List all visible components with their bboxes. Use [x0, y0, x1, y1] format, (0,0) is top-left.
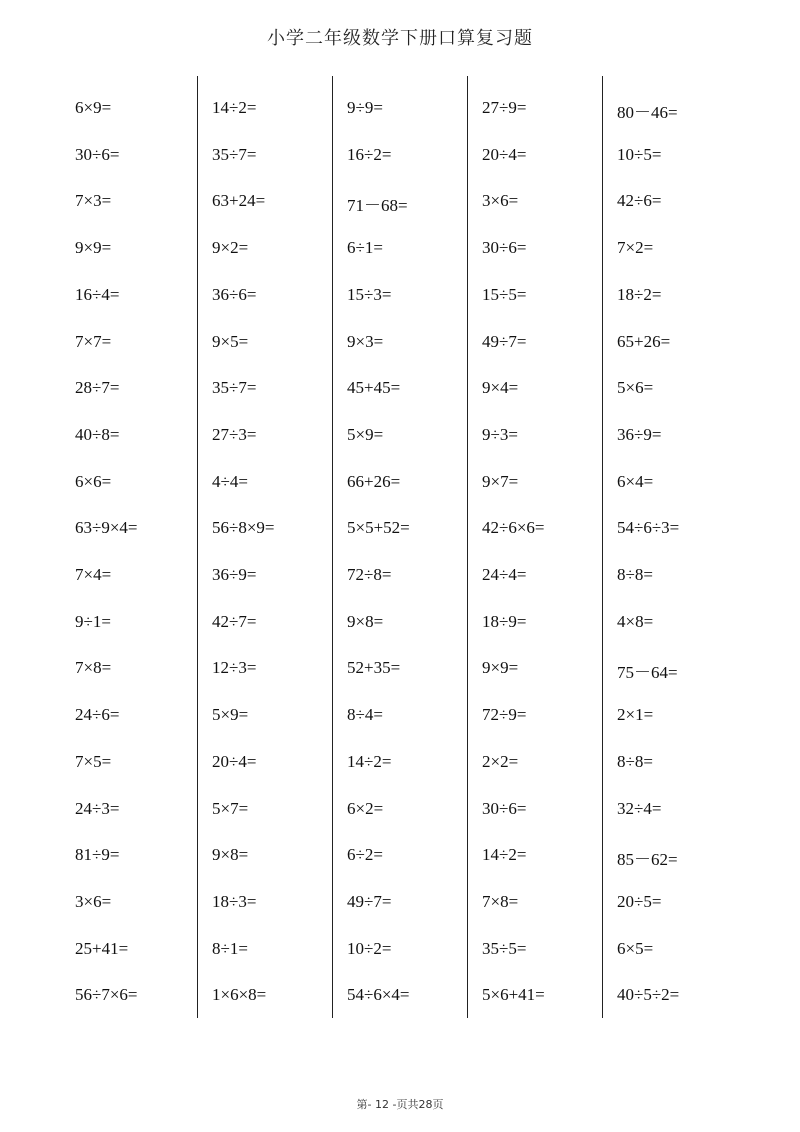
problem-item: 30÷6= — [75, 144, 120, 164]
problem-item: 7×8= — [75, 658, 112, 678]
problem-item: 54÷6÷3= — [617, 518, 680, 538]
page-title: 小学二年级数学下册口算复习题 — [267, 28, 533, 49]
problem-item: 9×9= — [482, 658, 519, 678]
problem-item: 72÷8= — [347, 565, 392, 584]
problem-item: 6×4= — [617, 471, 654, 491]
problem-item: 80－46= — [617, 103, 678, 122]
problem-item: 20÷5= — [617, 891, 662, 911]
problem-item: 49÷7= — [347, 891, 392, 911]
problem-item: 8÷1= — [212, 938, 248, 958]
problem-item: 35÷7= — [212, 378, 257, 398]
problem-item: 6×5= — [617, 938, 654, 958]
problem-item: 4÷4= — [212, 471, 248, 491]
problem-item: 9÷9= — [347, 98, 383, 117]
problem-item: 75－64= — [617, 663, 678, 683]
problem-item: 7×5= — [75, 751, 112, 771]
problem-item: 7×3= — [75, 191, 112, 211]
problem-item: 7×8= — [482, 891, 519, 911]
problem-column — [602, 76, 737, 1018]
problem-item: 6÷2= — [347, 845, 383, 865]
problem-item: 66+26= — [347, 471, 401, 491]
problem-item: 3×6= — [75, 891, 112, 911]
problem-item: 15÷5= — [482, 284, 527, 304]
problem-item: 36÷9= — [617, 424, 662, 444]
problem-item: 9÷3= — [482, 424, 518, 444]
problem-item: 9×9= — [75, 238, 112, 258]
problem-item: 20÷4= — [482, 144, 527, 164]
problem-item: 5×6+41= — [482, 985, 545, 1005]
problem-item: 30÷6= — [482, 238, 527, 258]
problem-item: 25+41= — [75, 938, 129, 958]
problem-item: 30÷6= — [482, 798, 527, 818]
problem-item: 5×5+52= — [347, 518, 410, 538]
page-footer: 第- 12 -页共28页 — [356, 1098, 444, 1111]
problem-item: 36÷9= — [212, 565, 257, 584]
problem-item: 27÷9= — [482, 98, 527, 117]
problem-item: 2×2= — [482, 751, 519, 771]
problem-grid — [62, 76, 738, 1018]
problem-item: 40÷5÷2= — [617, 985, 680, 1005]
problem-item: 14÷2= — [482, 845, 527, 865]
problem-item: 52+35= — [347, 658, 401, 678]
problem-item: 2×1= — [617, 705, 654, 725]
problem-item: 10÷2= — [347, 938, 392, 958]
problem-item: 6×2= — [347, 798, 384, 818]
problem-item: 5×6= — [617, 378, 654, 398]
problem-item: 8÷8= — [617, 565, 653, 584]
problem-item: 6×6= — [75, 471, 112, 491]
problem-item: 3×6= — [482, 191, 519, 211]
problem-column — [197, 76, 332, 1018]
problem-item: 9÷1= — [75, 611, 111, 631]
problem-item: 15÷3= — [347, 284, 392, 304]
problem-item: 5×9= — [212, 705, 249, 725]
problem-item: 45+45= — [347, 378, 401, 398]
problem-item: 49÷7= — [482, 331, 527, 351]
problem-item: 32÷4= — [617, 798, 662, 818]
problem-item: 10÷5= — [617, 144, 662, 164]
problem-item: 85－62= — [617, 850, 678, 870]
problem-item: 6×9= — [75, 98, 112, 117]
problem-item: 5×7= — [212, 798, 249, 818]
problem-item: 42÷6= — [617, 191, 662, 211]
problem-item: 42÷6×6= — [482, 518, 545, 538]
problem-item: 18÷2= — [617, 284, 662, 304]
problem-item: 63+24= — [212, 191, 266, 211]
problem-item: 9×5= — [212, 331, 249, 351]
problem-item: 9×3= — [347, 331, 384, 351]
problem-item: 35÷7= — [212, 144, 257, 164]
problem-item: 16÷2= — [347, 144, 392, 164]
problem-item: 27÷3= — [212, 424, 257, 444]
problem-item: 18÷9= — [482, 611, 527, 631]
problem-item: 72÷9= — [482, 705, 527, 725]
problem-item: 56÷7×6= — [75, 985, 138, 1005]
problem-item: 14÷2= — [347, 751, 392, 771]
problem-item: 24÷4= — [482, 565, 527, 584]
problem-item: 4×8= — [617, 611, 654, 631]
problem-item: 71－68= — [347, 196, 408, 216]
problem-item: 9×8= — [212, 845, 249, 865]
problem-item: 40÷8= — [75, 424, 120, 444]
problem-column — [332, 76, 467, 1018]
problem-item: 7×4= — [75, 565, 112, 584]
problem-item: 7×2= — [617, 238, 654, 258]
problem-item: 8÷4= — [347, 705, 383, 725]
problem-item: 12÷3= — [212, 658, 257, 678]
problem-item: 65+26= — [617, 331, 671, 351]
problem-item: 36÷6= — [212, 284, 257, 304]
problem-item: 9×8= — [347, 611, 384, 631]
problem-item: 24÷6= — [75, 705, 120, 725]
problem-item: 9×2= — [212, 238, 249, 258]
problem-item: 9×4= — [482, 378, 519, 398]
problem-item: 63÷9×4= — [75, 518, 138, 538]
problem-item: 8÷8= — [617, 751, 653, 771]
problem-item: 14÷2= — [212, 98, 257, 117]
problem-column — [467, 76, 602, 1018]
problem-item: 16÷4= — [75, 284, 120, 304]
problem-item: 35÷5= — [482, 938, 527, 958]
problem-item: 6÷1= — [347, 238, 383, 258]
problem-item: 7×7= — [75, 331, 112, 351]
problem-item: 20÷4= — [212, 751, 257, 771]
problem-item: 24÷3= — [75, 798, 120, 818]
problem-item: 42÷7= — [212, 611, 257, 631]
problem-item: 18÷3= — [212, 891, 257, 911]
problem-item: 56÷8×9= — [212, 518, 275, 538]
problem-item: 81÷9= — [75, 845, 120, 865]
problem-item: 54÷6×4= — [347, 985, 410, 1005]
problem-item: 1×6×8= — [212, 985, 267, 1005]
problem-column — [62, 76, 197, 1018]
problem-item: 9×7= — [482, 471, 519, 491]
problem-item: 28÷7= — [75, 378, 120, 398]
problem-item: 5×9= — [347, 424, 384, 444]
